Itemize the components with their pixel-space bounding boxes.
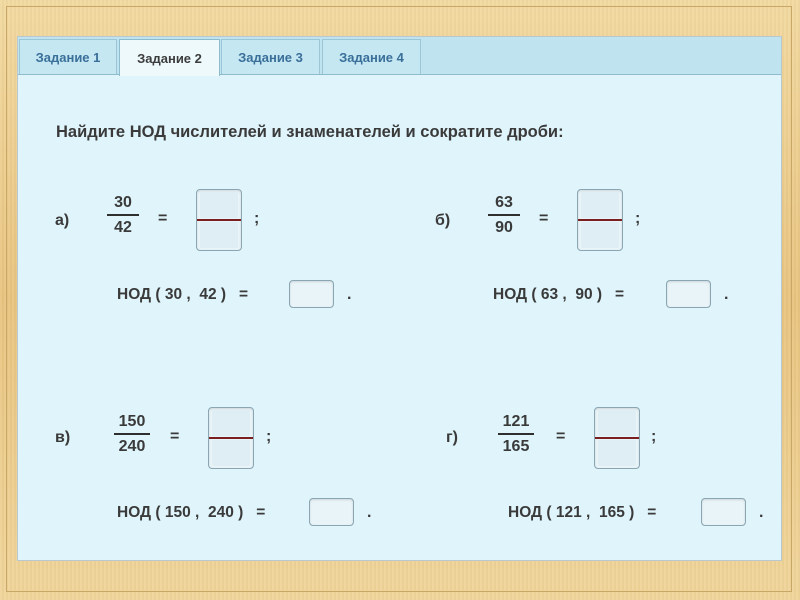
problem-c-gcd-label: НОД ( 150 , 240 ) = bbox=[117, 504, 266, 521]
equals-sign: = bbox=[158, 210, 168, 227]
tab-task-3[interactable]: Задание 3 bbox=[221, 39, 320, 74]
task-title: Найдите НОД числителей и знаменателей и сократите дроби: bbox=[56, 123, 564, 141]
equals-sign: = bbox=[556, 428, 566, 445]
problem-b-gcd-input[interactable] bbox=[666, 280, 711, 308]
equals-sign: = bbox=[170, 428, 180, 445]
problem-d-gcd-input[interactable] bbox=[701, 498, 746, 526]
answer-fraction-line bbox=[578, 219, 622, 221]
problem-c-gcd-input[interactable] bbox=[309, 498, 354, 526]
semicolon: ; bbox=[635, 210, 641, 227]
period: . bbox=[367, 504, 372, 521]
problem-a-gcd-input[interactable] bbox=[289, 280, 334, 308]
answer-fraction-line bbox=[197, 219, 241, 221]
task-panel bbox=[17, 36, 782, 561]
numerator: 30 bbox=[114, 194, 132, 211]
period: . bbox=[759, 504, 764, 521]
fraction-bar bbox=[114, 433, 150, 435]
semicolon: ; bbox=[651, 428, 657, 445]
numerator: 121 bbox=[502, 413, 530, 430]
answer-numerator-input[interactable] bbox=[581, 192, 619, 218]
answer-denominator-input[interactable] bbox=[212, 440, 250, 466]
denominator: 240 bbox=[118, 438, 146, 455]
period: . bbox=[724, 286, 729, 303]
equals-sign: = bbox=[539, 210, 549, 227]
answer-fraction-line bbox=[209, 437, 253, 439]
problem-d-label: г) bbox=[446, 429, 458, 446]
problem-b-gcd-label: НОД ( 63 , 90 ) = bbox=[493, 286, 625, 303]
problem-d-fraction bbox=[496, 412, 536, 457]
problem-c-answer-fraction bbox=[208, 407, 254, 469]
answer-fraction-line bbox=[595, 437, 639, 439]
problem-c-label: в) bbox=[55, 429, 71, 446]
fraction-bar bbox=[488, 214, 520, 216]
answer-numerator-input[interactable] bbox=[200, 192, 238, 218]
answer-denominator-input[interactable] bbox=[200, 222, 238, 248]
denominator: 165 bbox=[502, 438, 530, 455]
numerator: 63 bbox=[495, 194, 513, 211]
tab-task-4[interactable]: Задание 4 bbox=[322, 39, 421, 74]
problem-b-label: б) bbox=[435, 212, 451, 229]
denominator: 42 bbox=[114, 219, 132, 236]
problem-a-fraction bbox=[105, 193, 141, 238]
answer-numerator-input[interactable] bbox=[212, 410, 250, 436]
semicolon: ; bbox=[266, 428, 272, 445]
answer-denominator-input[interactable] bbox=[598, 440, 636, 466]
problem-b-fraction bbox=[486, 193, 522, 238]
tab-task-1[interactable]: Задание 1 bbox=[19, 39, 117, 74]
fraction-bar bbox=[498, 433, 534, 435]
tab-bar bbox=[18, 37, 781, 75]
period: . bbox=[347, 286, 352, 303]
problem-b-answer-fraction bbox=[577, 189, 623, 251]
problem-c-fraction bbox=[112, 412, 152, 457]
denominator: 90 bbox=[495, 219, 513, 236]
answer-denominator-input[interactable] bbox=[581, 222, 619, 248]
fraction-bar bbox=[107, 214, 139, 216]
problem-a-label: а) bbox=[55, 212, 70, 229]
answer-numerator-input[interactable] bbox=[598, 410, 636, 436]
tab-task-2[interactable]: Задание 2 bbox=[119, 39, 220, 76]
problem-a-answer-fraction bbox=[196, 189, 242, 251]
problem-d-gcd-label: НОД ( 121 , 165 ) = bbox=[508, 504, 657, 521]
problem-d-answer-fraction bbox=[594, 407, 640, 469]
problem-a-gcd-label: НОД ( 30 , 42 ) = bbox=[117, 286, 249, 303]
numerator: 150 bbox=[118, 413, 146, 430]
semicolon: ; bbox=[254, 210, 260, 227]
